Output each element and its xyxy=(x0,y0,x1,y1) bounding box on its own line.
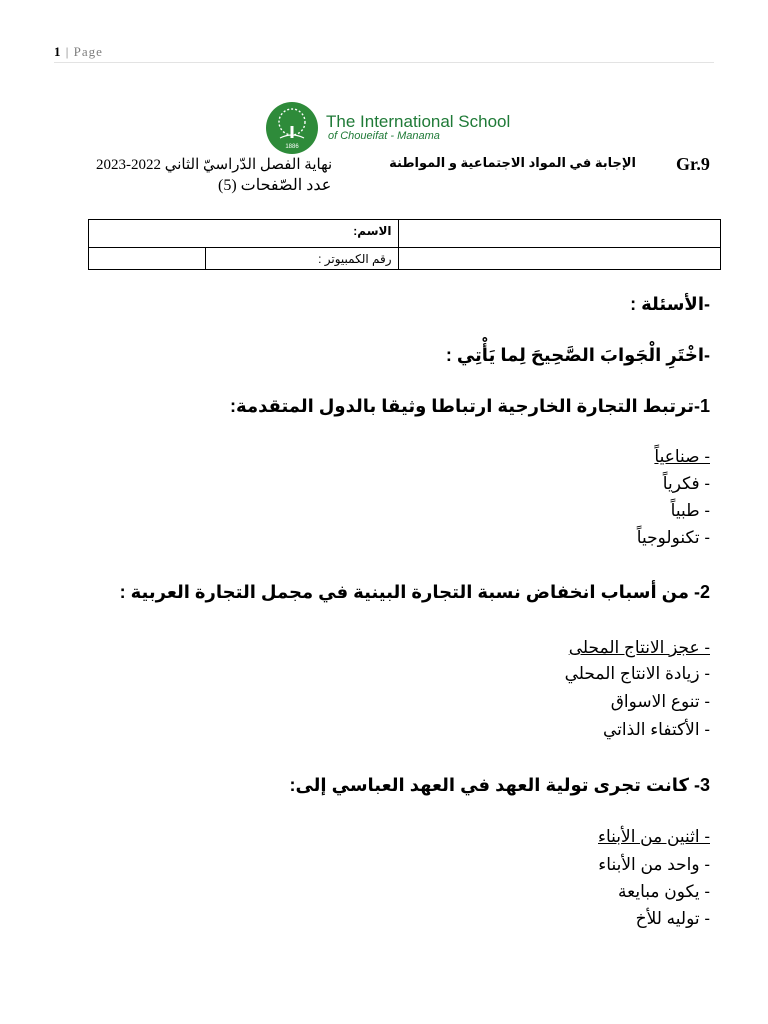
question-1: 1-ترتبط التجارة الخارجية ارتباطا وثيقا بالدول المتقدمة: xyxy=(230,396,710,416)
logo-year: 1886 xyxy=(285,144,299,150)
subject-title: الإجابة في المواد الاجتماعية و المواطنة xyxy=(389,155,636,170)
name-label: الاسم: xyxy=(89,220,399,248)
questions-heading: -الأسئلة : xyxy=(630,294,710,314)
q1-option-4: - تكنولوجياً xyxy=(636,528,710,547)
grade-label: Gr.9 xyxy=(676,154,710,174)
q3-option-3: - يكون مبايعة xyxy=(618,882,710,901)
question-3: 3- كانت تجرى تولية العهد في العهد العباسي إلى: xyxy=(289,775,710,795)
instruction-heading: -اخْتَرِ الْجَوابَ الصَّحِيحَ لِما يَأْتِي : xyxy=(445,345,710,365)
q2-option-4: - الأكتفاء الذاتي xyxy=(603,720,710,739)
q1-option-2: - فكرياً xyxy=(662,474,710,493)
computer-number-label: رقم الكمبيوتر : xyxy=(205,248,398,270)
header-divider xyxy=(54,62,714,63)
q2-option-1: - عجز الانتاج المحلى xyxy=(568,638,710,657)
page-count: عدد الصّفحات (5) xyxy=(218,177,332,194)
q2-option-3: - تنوع الاسواق xyxy=(610,692,710,711)
term-label: نهاية الفصل الدّراسيّ الثاني 2022-2023 xyxy=(96,157,333,173)
page-number: 1 xyxy=(54,44,62,59)
q3-option-2: - واحد من الأبناء xyxy=(598,855,710,874)
tree-emblem-icon xyxy=(266,102,318,154)
empty-cell xyxy=(398,248,720,270)
q1-option-1: - صناعياً xyxy=(654,447,710,466)
page-header xyxy=(54,44,103,60)
q1-option-3: - طبياً xyxy=(670,501,710,520)
q3-option-1: - اثنين من الأبناء xyxy=(598,827,710,846)
school-logo xyxy=(266,102,510,154)
name-field[interactable] xyxy=(398,220,720,248)
question-2: 2- من أسباب انخفاض نسبة التجارة البينية في مجمل التجارة العربية : xyxy=(119,582,710,602)
page-label: | Page xyxy=(61,44,103,59)
computer-number-field[interactable] xyxy=(89,248,206,270)
student-info-table xyxy=(88,219,721,270)
q2-option-2: - زيادة الانتاج المحلي xyxy=(564,664,710,683)
school-branch: of Choueifat - Manama xyxy=(328,130,440,143)
q3-option-4: - توليه للأخ xyxy=(635,909,710,928)
school-name: The International School xyxy=(326,112,511,132)
